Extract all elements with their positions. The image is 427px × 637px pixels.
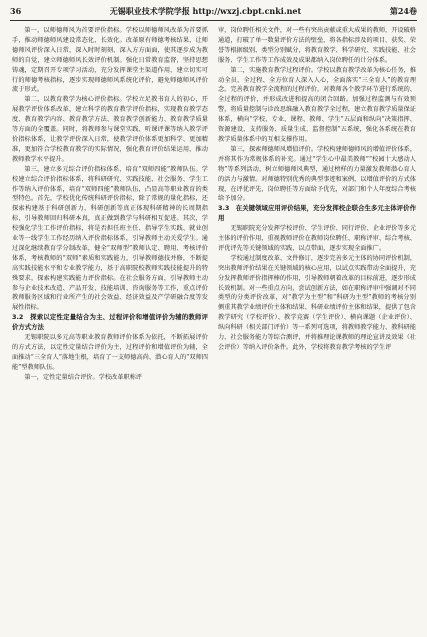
- paragraph: 第三，建立多元综合评价指标体系，培育“双师四能”教师队伍。学校建立综合评价指标体系，将科研研究、实践技能、社会服务、学生工作等纳入评价体系，培育“双师四能”教师队伍，凸显高等职业教育的类型特色。首先，学校优化传统科研评价指标，除了常规的量化指标，还探索构建基于科研创新力、科研创新等真正体现科研精神的长周期指标，引导教师回归科研本真，真正做到教学与科研相互促进。其次，学校强化学生工作评价指标，将是否担任班主任、指导学生实践、就业创业等一线学生工作经历纳入评价指标体系，引导教师主动关爱学生。通过深化继续教育学分制改革，健全“双师型”教师认定、聘用、考核评价体系，考核教师的“双师”素质和实践能力，引导教师德技并修，不断提高实践技能水平和专业教学能力，基于高职院校教师实践技能提升的特殊要求，探索构建实践能力评价指标。在社会服务方面，引导教师主动参与企业技术改造、产品开发、技能培训、咨询服务等工作，重点评价教师服务区域和行业所产生的社会效益、经济效益及产学研融合度等发展性指标。: [12, 165, 208, 312]
- paragraph: 无锡职院以多元高等职业教育教师评价体系为依托，不断拓展评价的方式方法，以定性定量结合评价为主，过程评价和增值评价为辅，全面推动“三全育人”落地生根，培育了一支师德高尚、潜心育人的“双师四能”型教师队伍。: [12, 334, 208, 371]
- volume-label: 第24卷: [389, 6, 417, 16]
- journal-title: 无锡职业技术学院学报 http://wxzj.cbpt.cnki.net: [109, 6, 302, 16]
- paragraph: 第二，实施教育教学过程评价。学校以教育教学改革为核心任务，推动全员、全过程、全方位育人深入人心，全面落实“三全育人”的教育理念。完善教育教学全流程的过程评价，对教师各个教学环节进行系统的、全过程的评价，并形成改进和提高的闭合回路。加强过程监测与有效预警，将质量控制与诊改思维融入教育教学全过程，建立教育教学质量保证体系，横向“学校、专业、课程、教师、学生”五层面和纵向“决策指挥、资源建设、支持服务、质量生成、监督控制”五系统，强化各系统在教育教学质量体系中的互相支撑作用。: [218, 66, 416, 143]
- header-rule: [10, 20, 417, 21]
- page-header: [10, 4, 417, 18]
- section-heading: 3.3 在关键领域应用评价结果，充分发挥校企联合生多元主体评价作用: [218, 204, 416, 223]
- page-number: 36: [10, 6, 22, 16]
- paragraph: 第三，探索师德师风增值评价。学校构建师德师风的增值评价体系，并将其作为常规体系的补充。通过“学生心中最美教师”“校园十大感动人物”等系列活动，树立师德师风典型，通过榜样的力量激发教师潜心育人的活力与激情。对师德特别优秀的典型事迹和案例，以增值评价的方式体现，在评优评先、岗位聘任等方面给予优先，对部门和个人年度综合考核给予加分。: [218, 145, 416, 203]
- paragraph: 审，岗位聘任相关文件，对一些有突出贡献或重大成果的教师，开设破格通道，打破了单一数量评价方法的壁垒，将各指标涉及的项目、获奖、荣誉等根据级别、类型分别赋分，将教育教学、科学研究、实践技能、社会服务、学生工作等工作成效及成果都纳入岗位聘任的计分体系。: [218, 27, 416, 64]
- paragraph: 第一，定性定量结合评价。学校改革职称评: [24, 373, 142, 381]
- section-heading: 3.2 探索以定性定量结合为主、过程评价和增值评价为辅的教师评价方式方法: [12, 313, 208, 332]
- right-column: [218, 26, 416, 631]
- paragraph: 学校通过制度改革、文件修订，逐步完善多元主体的协同评价机制，突出教师评价结果在关键领域的核心应用，以试点实践带动全面提升，充分发挥教师评价指挥棒的作用，引导教师朝着改革的目标前进，逐步形成长效机制。对一些重点方向，尝试创新方法，如在职称评审中强调对不同类型的分类评价改革，对“教学为主型”和“科研为主型”教师的考核分别侧重其教学业绩评价主体和结果、科研业绩评价主体和结果，提供了包含教学研究（学校评价）、教学竞赛（学生评价）、横向课题（企业评价）、纵向科研（相关部门评价）等一系列可选项，将教师教学能力、教科研能力、社会服务能力等综合测评，并将推理论课教师的理论宣讲及效果（社会评价）等纳入评价条件。此外，学校将教育教学考核的学生评: [218, 254, 416, 351]
- paragraph: 第一，以师德师风为首要评价指标。学校以师德师风改革为首要抓手，推动师德师风建设常态化、长效化。改革原有师德考核结果，让师德师风评价深入日常，深入时时刻刻、深入方方面面，使其逐步成为教师的自觉，建立师德师风长效评价机制。强化日常教育监督，坚持思想铸魂，定期召开专项学习活动，充分发挥课堂主渠道作用，建立切实可行的师德考核指标，逐步实现师德师风系统化评价，避免师德师风评价流于形式。: [12, 27, 208, 94]
- paragraph: 第二，以教育教学为核心评价指标。学校立足教书育人的初心，开展教学评价体系改革，建立科学的教育教学评价指标，实现教育教学态度、教育教学内容、教育教学方法、教育教学创新能力、教育教学质量等方面的全覆盖。同时，将教师参与课堂实践、听课评课等纳入教学评价指标体系，让教学评价深入日常，使教学评价体系更加科学、更加精准，更加符合学校教育教学的实际情况，强化教育评价结果运用，推动教师教学水平提升。: [12, 96, 208, 163]
- paragraph: 无锡职院充分发挥学校评价、学生评价、同行评价、企业评价等多元主体的评价作用，重视教师评价在教师岗位聘任、职称评审、综合考核、评优评先等关键领域的实践，以点带面，逐步实现全面推广。: [218, 225, 416, 252]
- left-column: [12, 26, 208, 631]
